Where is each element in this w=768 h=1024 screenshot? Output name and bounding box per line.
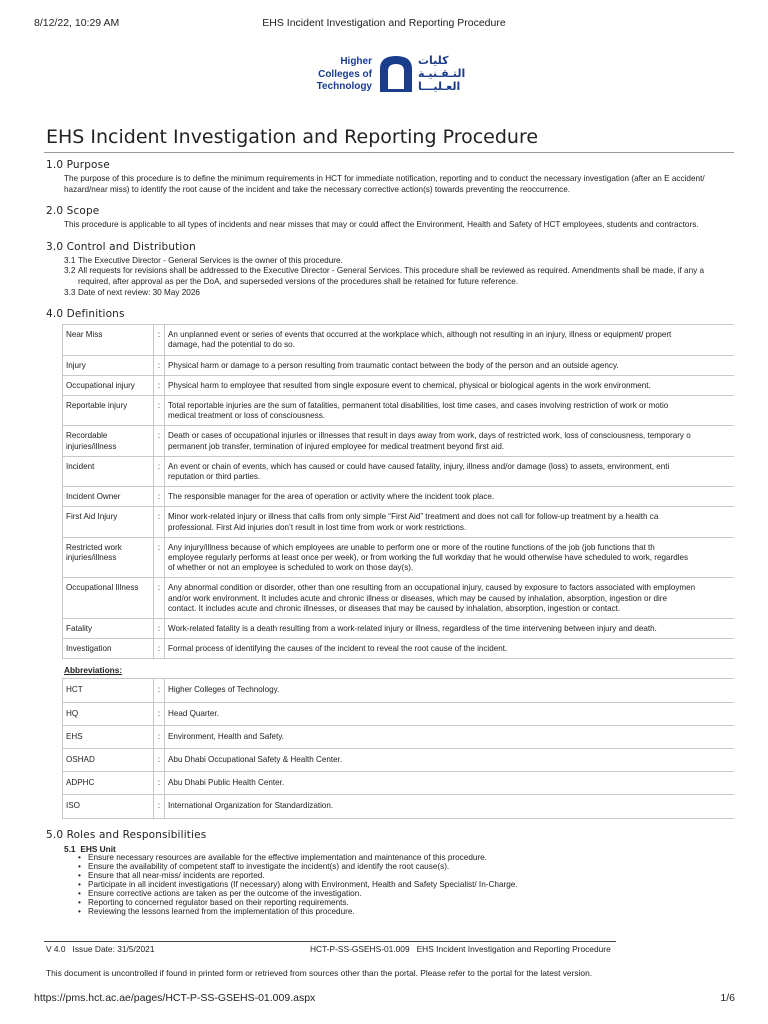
abbreviation-term: EHS: [63, 725, 154, 748]
abbreviation-row: [63, 772, 735, 795]
description-line: Formal process of identifying the causes of the incident to reveal the root cause of the incident.: [168, 644, 508, 654]
definition-separator: :: [154, 426, 165, 456]
description-line: and/or work environment. It includes acute and chronic illness or diseases, which may be caused by inhalation, absorption, ingestion or dire: [168, 593, 667, 603]
description-line: Minor work-related injury or illness that calls from only simple “First Aid” treatment and does not call for follow-up treatment by a health ca: [168, 512, 659, 522]
logo-arabic-text: [418, 55, 480, 94]
subsection-number: 5.1: [64, 843, 76, 854]
logo-line: كليات: [418, 55, 449, 67]
description-line: employee regularly performs at least once per week), or from working the full workday that he would otherwise have scheduled to work, regardles: [168, 553, 689, 562]
description-line: Physical harm or damage to a person resulting from traumatic contact between the body of the person and an outside agency.: [168, 360, 619, 370]
definition-separator: :: [154, 355, 165, 375]
item-text: Date of next review: 30 May 2026: [78, 287, 200, 297]
footer-doc-ref: HCT-P-SS-GSEHS-01.009: [310, 944, 410, 954]
definition-row: [63, 487, 735, 507]
description-line: An unplanned event or series of events that occurred at the workplace which, although not resulting in an injury, illness or equipment/ propert: [168, 330, 672, 340]
control-item: [64, 288, 734, 299]
description-line: Any abnormal condition or disorder, other than one resulting from an occupational injury, caused by exposure to factors associated with employmen: [168, 583, 696, 593]
definition-separator: :: [154, 639, 165, 659]
footer-issue-date: Issue Date: 31/5/2021: [72, 944, 155, 954]
definition-term: Occupational injury: [63, 375, 154, 395]
description-line: The responsible manager for the area of operation or activity where the incident took place.: [168, 492, 495, 502]
definition-row: [63, 426, 735, 456]
logo-english-text: [310, 56, 372, 94]
print-header: [0, 17, 768, 31]
logo-line: Colleges of: [318, 68, 372, 80]
definition-term: Near Miss: [63, 325, 154, 355]
abbreviation-separator: :: [154, 725, 165, 748]
definition-separator: :: [154, 395, 165, 425]
abbreviation-meaning: Abu Dhabi Occupational Safety & Health Center.: [165, 749, 735, 772]
definition-term: Incident: [63, 456, 154, 486]
definition-term: Fatality: [63, 619, 154, 639]
description-line: permanent job transfer, termination of injured employee for medical treatment beyond first aid.: [168, 441, 505, 451]
abbreviation-separator: :: [154, 772, 165, 795]
description-line: Physical harm to employee that resulted from single exposure event to chemical, physical or biological agents in the work environment.: [168, 380, 651, 390]
definition-row: [63, 375, 735, 395]
description-line: medical treatment or loss of consciousness.: [168, 411, 325, 421]
description-line: Any injury/illness because of which employees are unable to perform one or more of the routine functions of the job (job functions that th: [168, 542, 655, 552]
description-line: professional. First Aid injuries don’t result in lost time from work or work restrictions.: [168, 522, 467, 532]
definition-term: Occupational Illness: [63, 578, 154, 619]
item-text: The Executive Director - General Services is the owner of this procedure.: [78, 255, 343, 265]
description-line: reputation or third parties.: [168, 471, 261, 481]
section-roles: [46, 828, 734, 917]
responsibility-item: • Participate in all incident investigations (If necessary) along with Environment, Health and Safety Specialist/ In-Charge.: [78, 881, 734, 890]
item-number: 3.2: [64, 266, 76, 276]
definition-description: [165, 325, 735, 355]
description-line: An event or chain of events, which has caused or could have caused fatality, injury, illness and/or damage (loss) to assets, environment, enti: [168, 461, 670, 471]
abbreviation-row: [63, 679, 735, 702]
definition-term: Injury: [63, 355, 154, 375]
abbreviation-row: [63, 749, 735, 772]
abbreviations-label: Abbreviations:: [64, 665, 123, 676]
definition-term: Restricted work injuries/illness: [63, 537, 154, 578]
abbreviations-table: [62, 678, 734, 818]
document-body: [46, 157, 734, 932]
abbreviation-separator: :: [154, 702, 165, 725]
definition-term: First Aid Injury: [63, 507, 154, 537]
item-text: All requests for revisions shall be addressed to the Executive Director - General Services. This procedure shall be reviewed as required. Amendments shall be made, if any a: [78, 266, 705, 276]
definition-separator: :: [154, 325, 165, 355]
description-line: contact. It includes acute and chronic illnesses, or diseases that may be caused by inhalation, absorption, ingestion or contact.: [168, 603, 621, 613]
definition-term: Recordable injuries/illness: [63, 426, 154, 456]
definitions-table: [62, 324, 734, 659]
definition-row: [63, 507, 735, 537]
abbreviation-row: [63, 795, 735, 818]
document-title: EHS Incident Investigation and Reporting Procedure: [46, 126, 539, 148]
definition-description: [165, 639, 735, 659]
title-divider: [44, 152, 734, 153]
print-page-number: 1/6: [720, 992, 735, 1004]
definition-separator: :: [154, 578, 165, 619]
control-item: [64, 266, 734, 287]
description-line: Work-related fatality is a death resulting from a work-related injury or illness, regardless of the time intervening between injury and death.: [168, 624, 657, 634]
print-footer: [0, 992, 768, 1006]
definition-separator: :: [154, 507, 165, 537]
abbreviation-term: HCT: [63, 679, 154, 702]
footer-doc-title: EHS Incident Investigation and Reporting Procedure: [416, 944, 611, 954]
abbreviation-meaning: Head Quarter.: [165, 702, 735, 725]
item-number: 3.1: [64, 255, 76, 265]
logo-line: Higher: [340, 56, 372, 67]
definition-description: [165, 487, 735, 507]
section-heading: 2.0 Scope: [46, 205, 100, 218]
section-heading: 3.0 Control and Distribution: [46, 240, 196, 253]
control-list: [64, 256, 734, 298]
logo-line: العـليـــا: [418, 81, 461, 93]
definition-row: [63, 639, 735, 659]
definition-row: [63, 355, 735, 375]
definition-row: [63, 578, 735, 619]
definition-description: [165, 355, 735, 375]
purpose-text: The purpose of this procedure is to define the minimum requirements in HCT for immediate notification, reporting and to conduct the necessary investigation (after an E accident/ hazard/near miss) to identify the root cause of the incident and take the necessary corrective action(s) towards preventing the reoccurrence.: [64, 174, 705, 194]
abbreviation-separator: :: [154, 749, 165, 772]
definition-separator: :: [154, 375, 165, 395]
section-heading: 5.0 Roles and Responsibilities: [46, 828, 207, 841]
control-item: [64, 256, 734, 267]
abbreviation-separator: :: [154, 679, 165, 702]
definition-description: [165, 619, 735, 639]
abbreviation-meaning: Abu Dhabi Public Health Center.: [165, 772, 735, 795]
ehs-unit-responsibilities: [78, 854, 734, 916]
logo-line: التـقـنيـة: [418, 68, 466, 80]
description-line: Death or cases of occupational injuries or illnesses that result in days away from work, days of restricted work, loss of consciousness, temporary o: [168, 431, 691, 441]
section-definitions: [46, 307, 734, 818]
description-line: damage, had the potential to do so.: [168, 340, 295, 350]
definition-row: [63, 456, 735, 486]
definition-row: [63, 325, 735, 355]
abbreviation-row: [63, 702, 735, 725]
footer-doc-reference: [310, 944, 611, 954]
definition-separator: :: [154, 487, 165, 507]
abbreviation-separator: :: [154, 795, 165, 818]
scope-text: This procedure is applicable to all types of incidents and near misses that may or could affect the Environment, Health and Safety of HCT employees, students and contractors.: [64, 220, 699, 230]
definition-description: [165, 456, 735, 486]
definition-row: [63, 537, 735, 578]
definition-term: Investigation: [63, 639, 154, 659]
definition-description: [165, 507, 735, 537]
definition-term: Reportable injury: [63, 395, 154, 425]
definition-description: [165, 578, 735, 619]
description-line: Total reportable injuries are the sum of fatalities, permanent total disabilities, lost time cases, and cases involving restriction of work or motio: [168, 400, 669, 410]
uncontrolled-disclaimer: This document is uncontrolled if found in printed form or retrieved from sources other than the portal. Please refer to the portal for the latest version.: [46, 968, 593, 978]
responsibility-item: • Ensure that all near-miss/ incidents are reported.: [78, 872, 734, 881]
abbreviation-meaning: Environment, Health and Safety.: [165, 725, 735, 748]
definition-separator: :: [154, 537, 165, 578]
abbreviation-meaning: Higher Colleges of Technology.: [165, 679, 735, 702]
print-url: https://pms.hct.ac.ae/pages/HCT-P-SS-GSEHS-01.009.aspx: [34, 992, 316, 1004]
item-text-continued: required, after approval as per the DoA, and superseded versions of the procedures shall be retained for future reference.: [78, 276, 519, 286]
responsibility-item: • Reviewing the lessons learned from the implementation of this procedure.: [78, 908, 734, 917]
definition-description: [165, 537, 735, 578]
section-heading: 1.0 Purpose: [46, 159, 110, 171]
abbreviation-term: HQ: [63, 702, 154, 725]
definition-row: [63, 395, 735, 425]
hct-logo: [310, 53, 480, 97]
responsibility-item: • Ensure the availability of competent staff to investigate the incident(s) and identify the root cause(s).: [78, 863, 734, 872]
abbreviation-term: ISO: [63, 795, 154, 818]
footer-divider: [44, 941, 616, 942]
definition-term: Incident Owner: [63, 487, 154, 507]
definition-separator: :: [154, 456, 165, 486]
print-datetime: 8/12/22, 10:29 AM: [34, 17, 120, 29]
print-page-title: EHS Incident Investigation and Reporting Procedure: [262, 17, 506, 29]
responsibility-item: • Ensure necessary resources are available for the effective implementation and maintenance of this procedure.: [78, 854, 734, 863]
abbreviation-term: OSHAD: [63, 749, 154, 772]
section-scope: [46, 204, 734, 231]
section-heading: 4.0 Definitions: [46, 308, 125, 321]
definition-description: [165, 426, 735, 456]
arch-logo-icon: [377, 53, 415, 93]
footer-version: V 4.0: [46, 944, 66, 954]
abbreviation-meaning: International Organization for Standardization.: [165, 795, 735, 818]
responsibility-item: • Reporting to concerned regulator based on their reporting requirements.: [78, 899, 734, 908]
section-control: [46, 240, 734, 298]
logo-line: Technology: [316, 81, 372, 92]
definition-row: [63, 619, 735, 639]
abbreviation-term: ADPHC: [63, 772, 154, 795]
definition-description: [165, 375, 735, 395]
section-purpose: [46, 158, 734, 195]
description-line: of whether or not an employee is scheduled to work on those day(s).: [168, 563, 414, 573]
subsection-title: EHS Unit: [80, 843, 116, 854]
footer-version-info: [46, 944, 155, 954]
definition-separator: :: [154, 619, 165, 639]
abbreviation-row: [63, 725, 735, 748]
responsibility-item: • Ensure corrective actions are taken as per the outcome of the investigation.: [78, 890, 734, 899]
definition-description: [165, 395, 735, 425]
item-number: 3.3: [64, 287, 76, 297]
